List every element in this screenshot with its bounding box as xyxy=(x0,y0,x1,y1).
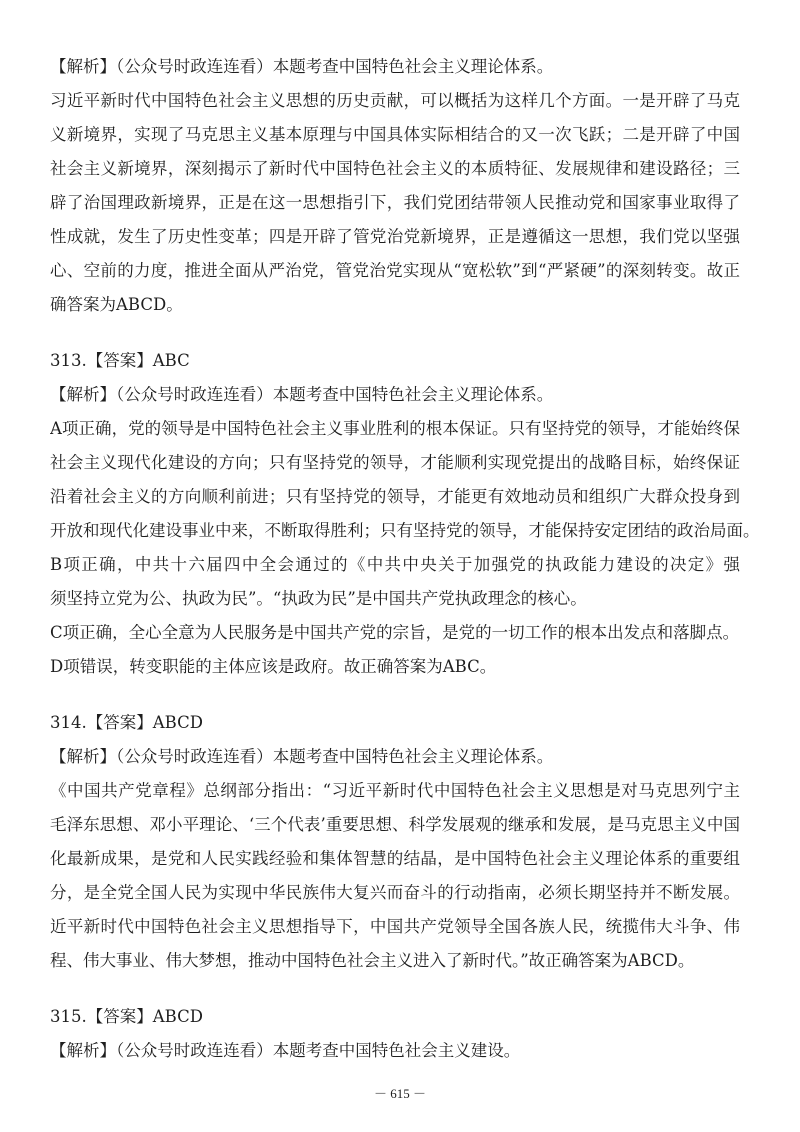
paragraph-line: C项正确，全心全意为人民服务是中国共产党的宗旨，是党的一切工作的根本出发点和落脚点。 xyxy=(50,623,740,642)
page-number: － 615 － xyxy=(373,1086,426,1101)
paragraph-line: 性成就，发生了历史性变革；四是开辟了管党治党新境界，正是遵循这一思想，我们党以坚强 xyxy=(50,227,740,246)
paragraph-line: 社会主义新境界，深刻揭示了新时代中国特色社会主义的本质特征、发展规律和建设路径；三 xyxy=(50,159,740,178)
answer-section xyxy=(50,50,740,322)
paragraph-line: 习近平新时代中国特色社会主义思想的历史贡献，可以概括为这样几个方面。一是开辟了马克 xyxy=(50,91,740,110)
answer-section xyxy=(50,344,760,684)
paragraph-line: D项错误，转变职能的主体应该是政府。故正确答案为ABC。 xyxy=(50,657,497,676)
paragraph-line: 开放和现代化建设事业中来，不断取得胜利；只有坚持党的领导，才能保持安定团结的政治局面。 xyxy=(50,521,760,540)
paragraph-line: 社会主义现代化建设的方向；只有坚持党的领导，才能顺利实现党提出的战略目标，始终保证 xyxy=(50,453,740,472)
analysis-heading: 【解析】（公众号时政连连看）本题考查中国特色社会主义理论体系。 xyxy=(50,385,554,404)
answer-section xyxy=(50,1000,740,1068)
document-body xyxy=(50,50,760,1068)
paragraph-line: 须坚持立党为公、执政为民”。“执政为民”是中国共产党执政理念的核心。 xyxy=(50,589,587,608)
paragraph-line: 义新境界，实现了马克思主义基本原理与中国具体实际相结合的又一次飞跃；二是开辟了中国 xyxy=(50,125,740,144)
analysis-heading: 【解析】（公众号时政连连看）本题考查中国特色社会主义建设。 xyxy=(50,1041,521,1060)
paragraph-line: 《中国共产党章程》总纲部分指出：“习近平新时代中国特色社会主义思想是对马克思列宁主 xyxy=(50,781,740,800)
answer-heading: 314.【答案】ABCD xyxy=(50,713,203,732)
paragraph-line: 毛泽东思想、邓小平理论、‘三个代表’重要思想、科学发展观的继承和发展，是马克思主义中国 xyxy=(50,815,740,834)
analysis-heading: 【解析】（公众号时政连连看）本题考查中国特色社会主义理论体系。 xyxy=(50,747,554,766)
paragraph-line: 辟了治国理政新境界，正是在这一思想指引下，我们党团结带领人民推动党和国家事业取得了 xyxy=(50,193,740,212)
answer-section xyxy=(50,706,740,978)
paragraph-line: B项正确，中共十六届四中全会通过的《中共中央关于加强党的执政能力建设的决定》强 xyxy=(50,555,740,574)
paragraph-line: 化最新成果，是党和人民实践经验和集体智慧的结晶，是中国特色社会主义理论体系的重要组 xyxy=(50,849,740,868)
answer-heading: 313.【答案】ABC xyxy=(50,351,190,370)
paragraph-line: 确答案为ABCD。 xyxy=(50,295,183,314)
paragraph-line: 程、伟大事业、伟大梦想，推动中国特色社会主义进入了新时代。”故正确答案为ABCD。 xyxy=(50,951,695,970)
analysis-heading: 【解析】（公众号时政连连看）本题考查中国特色社会主义理论体系。 xyxy=(50,57,554,76)
paragraph-line: A项正确，党的领导是中国特色社会主义事业胜利的根本保证。只有坚持党的领导，才能始终保 xyxy=(50,419,740,438)
answer-heading: 315.【答案】ABCD xyxy=(50,1007,203,1026)
paragraph-line: 沿着社会主义的方向顺利前进；只有坚持党的领导，才能更有效地动员和组织广大群众投身到 xyxy=(50,487,740,506)
paragraph-line: 心、空前的力度，推进全面从严治党，管党治党实现从“宽松软”到“严紧硬”的深刻转变。故正 xyxy=(50,261,740,280)
paragraph-line: 分，是全党全国人民为实现中华民族伟大复兴而奋斗的行动指南，必须长期坚持并不断发展。 xyxy=(50,883,740,902)
paragraph-line: 近平新时代中国特色社会主义思想指导下，中国共产党领导全国各族人民，统揽伟大斗争、伟 xyxy=(50,917,740,936)
